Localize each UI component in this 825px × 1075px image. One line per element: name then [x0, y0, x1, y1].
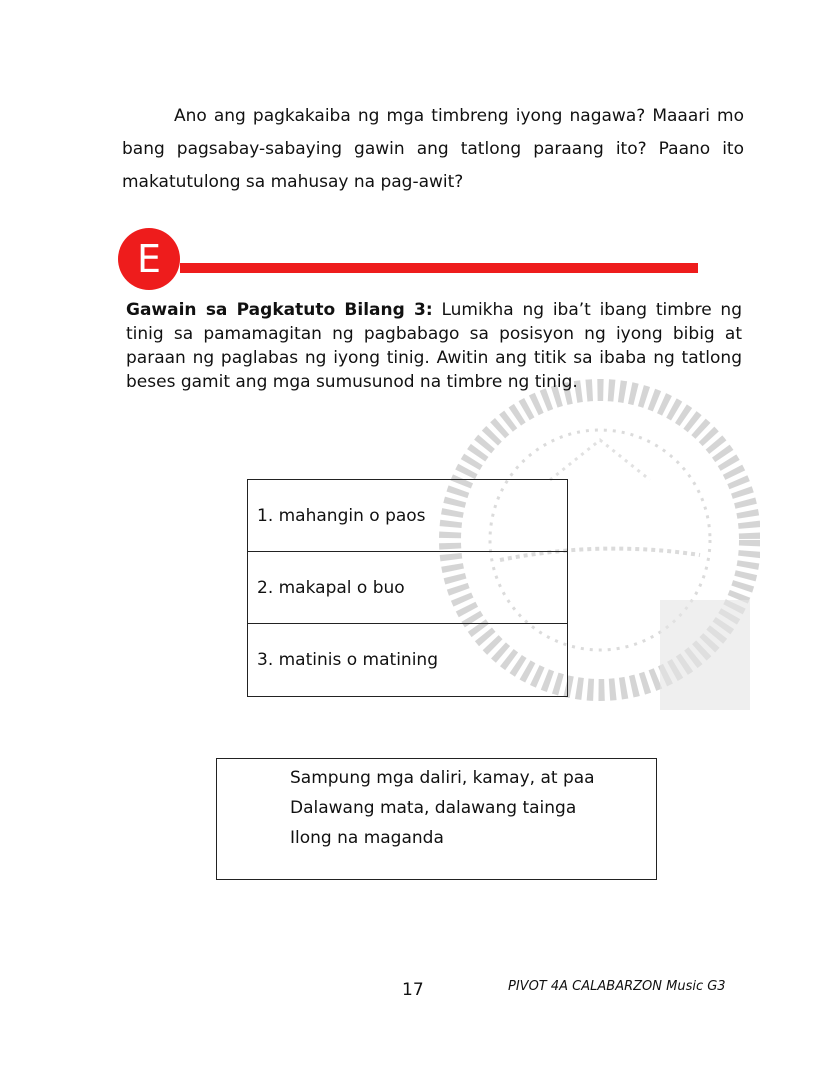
page-number: 17 [402, 980, 424, 1000]
timbre-row: 2. makapal o buo [248, 552, 567, 624]
activity-instructions [126, 298, 742, 394]
timbre-table [247, 479, 568, 697]
section-letter-badge: E [118, 228, 180, 290]
lyric-line: Dalawang mata, dalawang tainga [290, 798, 577, 818]
section-divider [180, 263, 698, 273]
activity-body: Lumikha ng iba’t ibang timbre ng tinig sa pamamagitan ng pagbabago sa posisyon ng iyong bibig at paraan ng paglabas ng iyong tinig. Awitin ang titik sa ibaba ng tatlong beses gamit ang mga sumusunod na timbre ng tinig. [126, 300, 742, 392]
footer-credit: PIVOT 4A CALABARZON Music G3 [508, 979, 726, 994]
timbre-row: 1. mahangin o paos [248, 480, 567, 552]
timbre-row: 3. matinis o matining [257, 650, 438, 670]
lyric-line: Sampung mga daliri, kamay, at paa [290, 768, 595, 788]
lyric-line: Ilong na maganda [290, 828, 444, 848]
lyrics-box [216, 758, 657, 880]
activity-title: Gawain sa Pagkatuto Bilang 3: [126, 300, 433, 320]
intro-paragraph: Ano ang pagkakaiba ng mga timbreng iyong nagawa? Maaari mo bang pagsabay-sabaying gawin ang tatlong paraang ito? Paano ito makatutulong sa mahusay na pag-awit? [122, 106, 744, 192]
